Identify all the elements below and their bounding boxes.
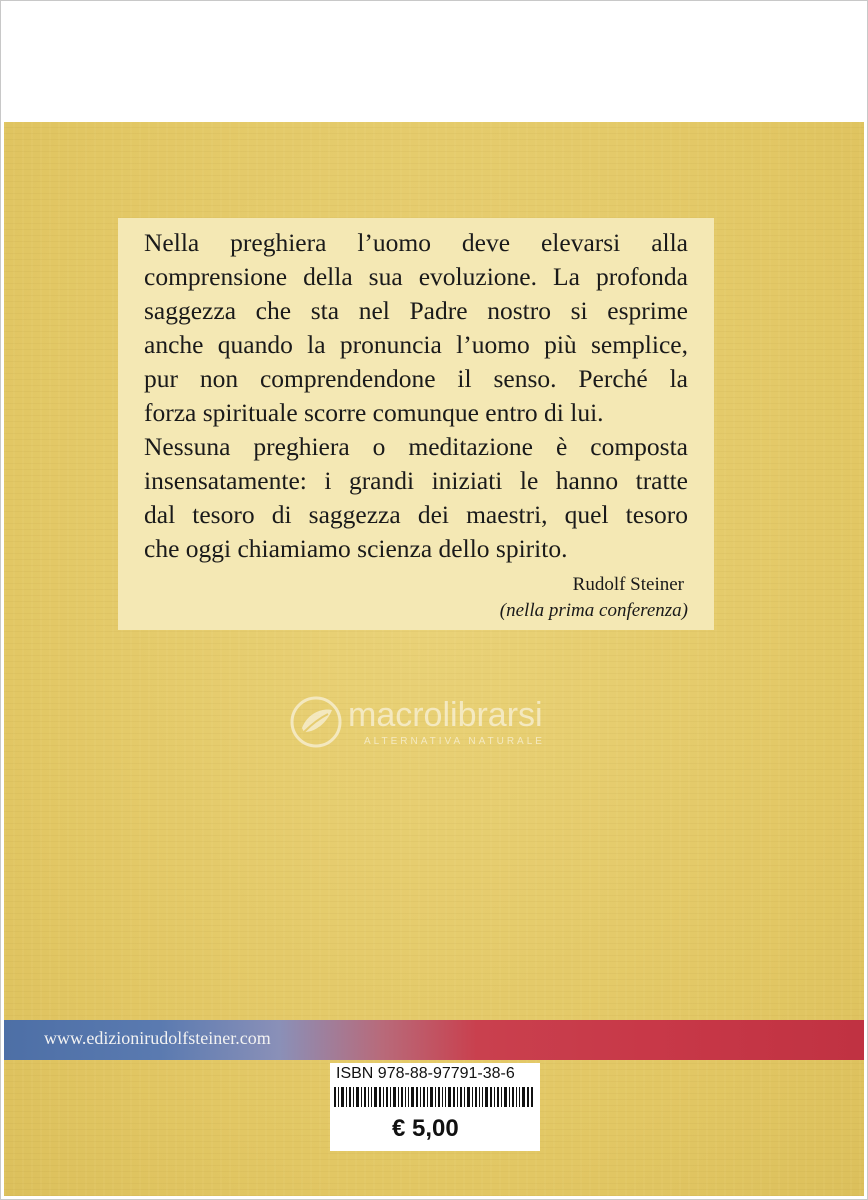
watermark-tagline: ALTERNATIVA NATURALE — [364, 736, 545, 747]
quote-line: comprensione della sua evoluzione. La profonda — [144, 262, 688, 291]
watermark-name: macrolibrarsi — [348, 696, 543, 734]
color-band — [4, 1020, 864, 1060]
isbn-label: ISBN 978-88-97791-38-6 — [336, 1065, 515, 1082]
quote-line: insensatamente: i grandi iniziati le hanno tratte — [144, 466, 688, 495]
quote-box — [118, 218, 714, 630]
quote-line: Nella preghiera l’uomo deve elevarsi alla — [144, 228, 688, 257]
quote-source: (nella prima conferenza) — [499, 600, 688, 621]
barcode-icon — [334, 1087, 534, 1107]
price-sticker — [330, 1063, 540, 1151]
leaf-circle-icon — [288, 694, 344, 750]
quote-line: dal tesoro di saggezza dei maestri, quel tesoro — [144, 500, 688, 529]
quote-line: anche quando la pronuncia l’uomo più semplice, — [144, 330, 688, 359]
price-label: € 5,00 — [392, 1115, 459, 1142]
quote-line: che oggi chiamiamo scienza dello spirito. — [144, 534, 568, 563]
book-back-cover — [4, 122, 864, 1196]
quote-line: pur non comprendendone il senso. Perché la — [144, 364, 688, 393]
publisher-website[interactable]: www.edizionirudolfsteiner.com — [44, 1028, 271, 1048]
quote-line: saggezza che sta nel Padre nostro si esprime — [144, 296, 688, 325]
quote-line: Nessuna preghiera o meditazione è composta — [144, 432, 688, 461]
watermark — [288, 692, 608, 752]
quote-author: Rudolf Steiner — [572, 574, 684, 595]
quote-line: forza spirituale scorre comunque entro di lui. — [144, 398, 604, 427]
